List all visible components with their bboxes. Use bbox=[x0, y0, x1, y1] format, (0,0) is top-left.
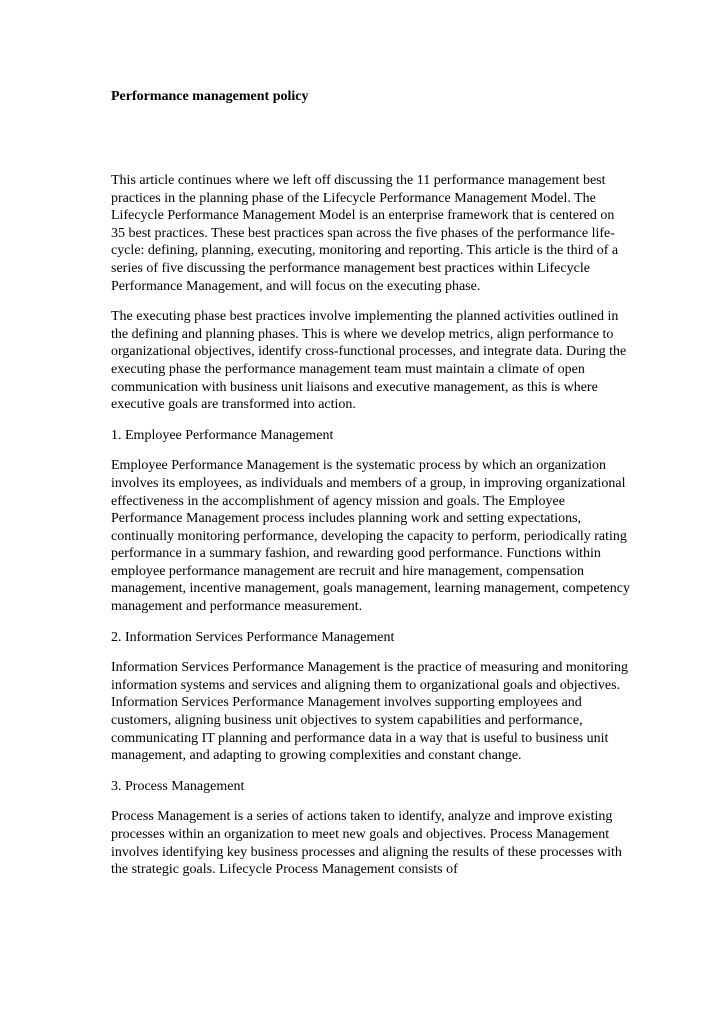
executing-phase-paragraph: The executing phase best practices involve implementing the planned activities outlined in the defining and planning phases. This is where we develop metrics, align performance to organizational objectives, identify cross-functional processes, and integrate data. During the executing phase the performance management team must maintain a climate of open communication with business unit liaisons and executive management, as this is where executive goals are transformed into action. bbox=[111, 309, 627, 413]
section-heading-employee: 1. Employee Performance Management bbox=[111, 427, 334, 443]
document-title: Performance management policy bbox=[111, 89, 309, 104]
section-body-employee: Employee Performance Management is the systematic process by which an organization involves its employees, as individuals and members of a group, in improving organizational effectiveness in the accomplishment of agency mission and goals. The Employee Performance Management process includes planning work and setting expectations, continually monitoring performance, developing the capacity to perform, periodically rating performance in a summary fashion, and rewarding good performance. Functions within employee performance management are recruit and hire management, compensation management, incentive management, goals management, learning management, competency management and performance measurement. bbox=[111, 458, 630, 615]
section-heading-process: 3. Process Management bbox=[111, 778, 245, 794]
section-body-information-services: Information Services Performance Management is the practice of measuring and monitoring information systems and services and aligning them to organizational goals and objectives. Information Services Performance Management involves supporting employees and customers, aligning business unit objectives to system capabilities and performance, communicating IT planning and performance data in a way that is useful to business unit management, and adapting to growing complexities and constant change. bbox=[111, 660, 629, 764]
document-body bbox=[111, 172, 631, 892]
section-heading-information-services: 2. Information Services Performance Management bbox=[111, 629, 395, 645]
section-body-process: Process Management is a series of actions taken to identify, analyze and improve existing processes within an organization to meet new goals and objectives. Process Management involves identifying key business processes and aligning the results of these processes with the strategic goals. Lifecycle Process Management consists of bbox=[111, 809, 622, 878]
intro-paragraph: This article continues where we left off discussing the 11 performance management best practices in the planning phase of the Lifecycle Performance Management Model. The Lifecycle Performance Management Model is an enterprise framework that is centered on 35 best practices. These best practices span across the five phases of the performance life-cycle: defining, planning, executing, monitoring and reporting. This article is the third of a series of five discussing the performance management best practices within Lifecycle Performance Management, and will focus on the executing phase. bbox=[111, 173, 619, 294]
